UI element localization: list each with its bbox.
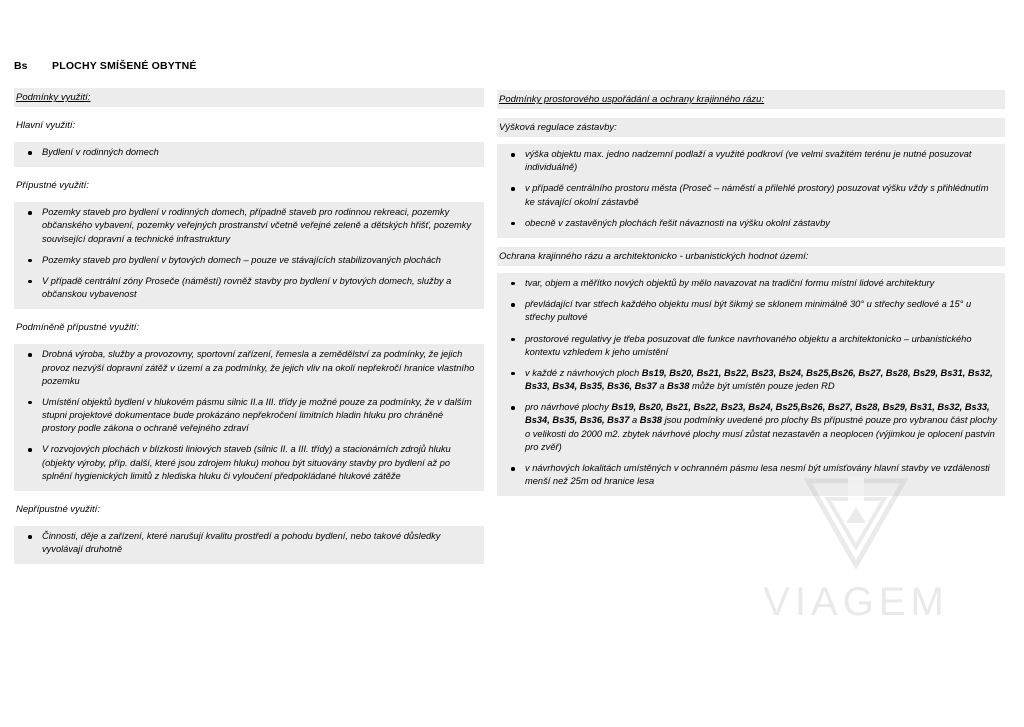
subsection-label-podminene: Podmíněně přípustné využití:: [16, 322, 140, 334]
list-item: Činnosti, děje a zařízení, které narušují kvalitu prostředí a pohodu bydlení, nebo takové důsledky vyvolávají druhotně: [16, 530, 478, 556]
list-item: Umístění objektů bydlení v hlukovém pásmu silnic II.a III. třídy je možné pouze za podmínky, že v dalším stupni projektové dokumentace bude prokázáno nepřekročení limitních hladin hluku pro chráněné prostory podle zákona o ochraně veřejného zdraví: [16, 396, 478, 436]
document-code: Bs: [14, 60, 28, 72]
list-item: výška objektu max. jedno nadzemní podlaží a využité podkroví (ve velmi svažitém terénu je nutné posuzovat individuálně): [499, 148, 999, 174]
subsection-label-pripustne: Přípustné využití:: [16, 180, 89, 192]
subsection-label-vyskova-regulace: Výšková regulace zástavby:: [497, 118, 1005, 137]
subsection-items-nepripustne: [14, 526, 484, 564]
bullet-list: [16, 348, 478, 483]
subsection-label-hlavni: Hlavní využití:: [16, 120, 76, 131]
list-item: Bydlení v rodinných domech: [16, 146, 478, 159]
bullet-list: [499, 148, 999, 230]
list-item: Pozemky staveb pro bydlení v rodinných domech, případně staveb pro rodinnou rekreaci, pozemky občanského vybavení, pozemky veřejných prostranství včetně veřejné zeleně a dětských hřišť, pozemky související dopravní a technické infrastruktury: [16, 206, 478, 246]
subsection-items-podminene: [14, 344, 484, 491]
list-item: v návrhových lokalitách umístěných v ochranném pásmu lesa nesmí být umísťovány hlavní stavby ve vzdálenosti menší než 25m od hranice lesa: [499, 462, 999, 488]
bullet-list: [16, 530, 478, 556]
list-item: Pozemky staveb pro bydlení v bytových domech – pouze ve stávajících stabilizovaných plochách: [16, 254, 478, 267]
list-item: tvar, objem a měřítko nových objektů by mělo navazovat na tradiční formu místní lidové architektury: [499, 277, 999, 290]
list-item: obecně v zastavěných plochách řešit návaznosti na výšku okolní zástavby: [499, 217, 999, 230]
list-item: V případě centrální zóny Proseče (náměstí) rovněž stavby pro bydlení v bytových domech, služby a občanskou vybavenost: [16, 275, 478, 301]
subsection-items-vyskova-regulace: [497, 144, 1005, 238]
left-column: [14, 60, 484, 573]
bullet-list: [16, 146, 478, 159]
subsection-items-hlavni: [14, 142, 484, 167]
subsection-items-ochrana-krajinneho-razu: [497, 273, 1005, 496]
right-column: [497, 60, 1005, 505]
list-item: v každé z návrhových ploch Bs19, Bs20, Bs21, Bs22, Bs23, Bs24, Bs25,Bs26, Bs27, Bs28, Bs29, Bs31, Bs32, Bs33, Bs34, Bs35, Bs36, Bs37 a Bs38 může být umístěn pouze jeden RD: [499, 367, 999, 393]
list-item: Drobná výroba, služby a provozovny, sportovní zařízení, řemesla a zemědělství za podmínky, že jejich provoz nezvýší dopravní zátěž v území a za podmínky, že jejich vliv na okolí nepřekročí hranice vlastního pozemku: [16, 348, 478, 388]
right-section-heading: Podmínky prostorového uspořádání a ochrany krajinného rázu:: [497, 90, 1005, 109]
document-title-row: [14, 60, 484, 72]
bullet-list: [499, 277, 999, 488]
list-item: pro návrhové plochy Bs19, Bs20, Bs21, Bs22, Bs23, Bs24, Bs25,Bs26, Bs27, Bs28, Bs29, Bs31, Bs32, Bs33, Bs34, Bs35, Bs36, Bs37 a Bs38 jsou podmínky uvedené pro plochy Bs přípustné pouze pro vybranou část plochy o velikosti do 2000 m2. zbytek návrhové plochy musí zůstat nezastavěn a neoplocen (výjimkou je oplocení pastvin pro zvěř): [499, 401, 999, 454]
left-section-heading: Podmínky využití:: [14, 88, 484, 107]
page-title: PLOCHY SMÍŠENÉ OBYTNÉ: [52, 60, 197, 72]
list-item: převládající tvar střech každého objektu musí být šikmý se sklonem minimálně 30° u střechy sedlové a 15° u střechy pultové: [499, 298, 999, 324]
list-item: V rozvojových plochách v blízkosti liniových staveb (silnic II. a III. třídy) a stacionárních zdrojů hluku (objekty výroby, příp. další, které jsou zdrojem hluku) mohou být situovány stavby pro bydlení až po splnění hygienických limitů z hlediska hluku či vyloučení předpokládané hlukové zátěže: [16, 443, 478, 483]
bullet-list: [16, 206, 478, 301]
subsection-label-nepripustne: Nepřípustné využití:: [16, 504, 100, 515]
list-item: v případě centrálního prostoru města (Proseč – náměstí a přilehlé prostory) posuzovat výšku vždy s přihlédnutím ke stávající okolní zástavbě: [499, 182, 999, 208]
subsection-label-ochrana-krajinneho-razu: Ochrana krajinného rázu a architektonicko - urbanistických hodnot území:: [497, 247, 1005, 266]
watermark-text: VIAGEM: [763, 580, 949, 624]
list-item: prostorové regulativy je třeba posuzovat dle funkce navrhovaného objektu a architektonicko – urbanistického kontextu vzhledem k jeho umístění: [499, 333, 999, 359]
subsection-items-pripustne: [14, 202, 484, 309]
